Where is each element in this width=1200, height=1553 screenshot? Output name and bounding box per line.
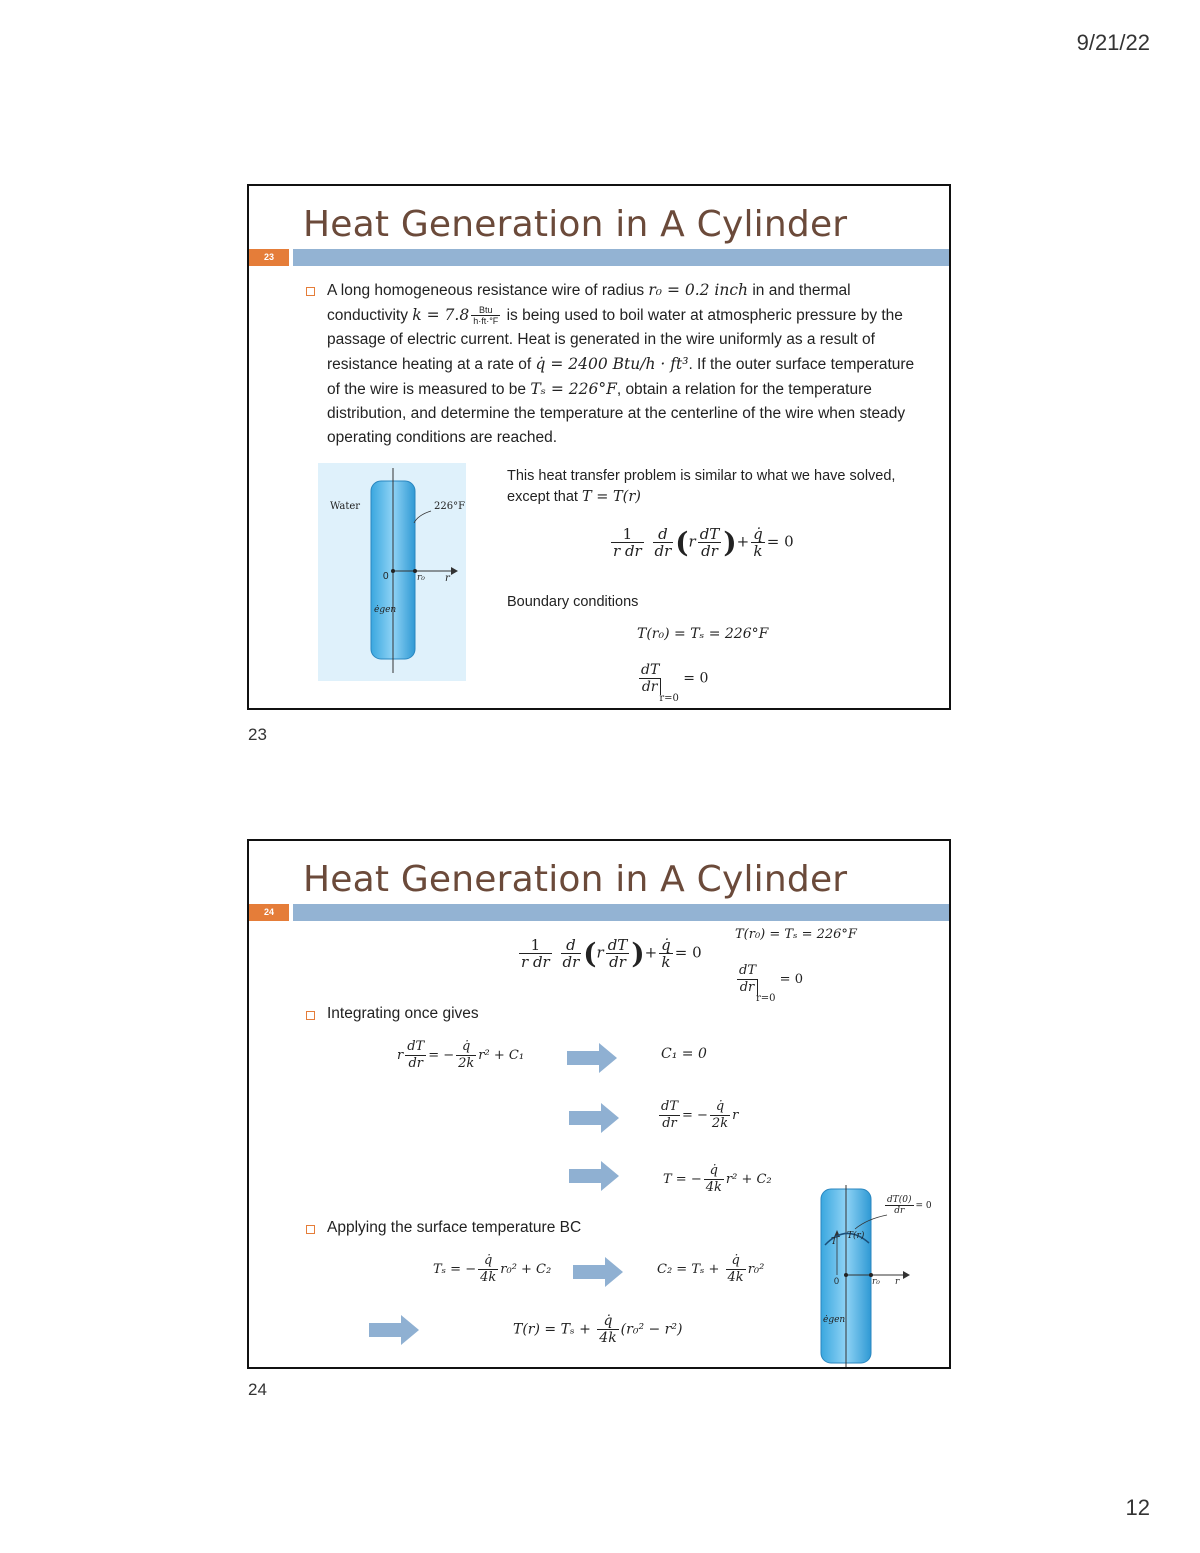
bc-label: Boundary conditions bbox=[507, 594, 639, 610]
water-label: Water bbox=[330, 501, 361, 512]
dT0-label: $\frac{dT(0)}{dr}$ = 0 bbox=[887, 1195, 932, 1216]
surface-temp-label: 226°F bbox=[434, 501, 466, 512]
right-arrow-icon bbox=[573, 1257, 625, 1287]
ro-label: r₀ bbox=[872, 1277, 880, 1287]
right-arrow-icon bbox=[567, 1043, 619, 1073]
bullet-icon bbox=[306, 1011, 315, 1020]
egen-label: ėgen bbox=[823, 1315, 846, 1325]
bc-centerline: $\frac{dT}{dr}$ $_{r=0}$ = 0 bbox=[739, 963, 803, 1004]
Tr-curve-label: T(r) bbox=[847, 1231, 865, 1241]
title-bar bbox=[293, 249, 949, 266]
k-unit-fraction: $\frac{\text{Btu}}{h\cdot ft\cdot^\circ F}$ bbox=[473, 305, 499, 327]
bullet-icon bbox=[306, 1225, 315, 1234]
c2-result: C₂ = Tₛ + $\frac{q̇}{4k}$ r₀² bbox=[657, 1253, 765, 1285]
governing-equation: $\frac{1}{\text{r dr}}$ $\frac{d}{dr}$ (r $\frac{dT}{dr}$ )+ $\frac{q̇}{k}$ = 0 bbox=[613, 525, 794, 560]
slide-number-tab: 24 bbox=[249, 904, 289, 921]
problem-statement: A long homogeneous resistance wire of radius r₀ = 0.2 inch in and thermal conductivity k = 7.8 $\frac{\text{Btu}}{h\cdot ft\cdot^\circ F}$ is being used to boil water at atmospheric pressure by the passage of electric current. Heat is generated in the wire uniformly as a result of resistance heating at a rate of q̇ = 2400 Btu/h · ft³. If the outer surface temperature of the wire is measured to be Tₛ = 226°F, obtain a relation for the temperature distribution, and determine the temperature at the centerline of the wire when steady operating conditions are reached. bbox=[327, 281, 915, 446]
wire-figure bbox=[318, 463, 466, 681]
page-date: 9/21/22 bbox=[1076, 30, 1150, 55]
page-number: 12 bbox=[1125, 1495, 1150, 1520]
right-arrow-icon bbox=[569, 1103, 621, 1133]
similar-note: This heat transfer problem is similar to what we have solved, except that T = T(r) bbox=[507, 468, 896, 505]
slide-title: Heat Generation in A Cylinder bbox=[303, 859, 848, 900]
T-axis-label: T bbox=[831, 1237, 838, 1247]
temperature-general: T = − $\frac{q̇}{4k}$ r² + C₂ bbox=[663, 1163, 772, 1195]
c1-result: C₁ = 0 bbox=[661, 1046, 707, 1062]
r-axis-label: r bbox=[895, 1277, 900, 1287]
slide-23 bbox=[247, 184, 951, 710]
bc-centerline: $\frac{dT}{dr}$ $_{r=0}$ = 0 bbox=[641, 662, 709, 704]
bullet-icon bbox=[306, 287, 315, 296]
right-arrow-icon bbox=[369, 1315, 421, 1345]
integrated-equation: r $\frac{dT}{dr}$ = − $\frac{q̇}{2k}$ r² + C₁ bbox=[397, 1039, 525, 1071]
bullet-applying-bc: Applying the surface temperature BC bbox=[327, 1219, 582, 1236]
slide-number-below: 23 bbox=[248, 725, 267, 744]
slide-number-tab: 23 bbox=[249, 249, 289, 266]
ro-label: r₀ bbox=[417, 573, 425, 583]
right-arrow-icon bbox=[569, 1161, 621, 1191]
slide-24 bbox=[247, 839, 951, 1369]
final-temperature-distribution: T(r) = Tₛ + $\frac{q̇}{4k}$ (r₀² − r²) bbox=[513, 1313, 683, 1346]
bc-surface: T(r₀) = Tₛ = 226°F bbox=[735, 927, 857, 942]
origin-label: 0 bbox=[834, 1276, 840, 1286]
slide-title: Heat Generation in A Cylinder bbox=[303, 204, 848, 245]
title-bar bbox=[293, 904, 949, 921]
origin-label: 0 bbox=[383, 571, 389, 582]
bc-surface: T(r₀) = Tₛ = 226°F bbox=[637, 626, 769, 642]
bullet-integrating: Integrating once gives bbox=[327, 1005, 479, 1022]
derivative-result: $\frac{dT}{dr}$ = − $\frac{q̇}{2k}$ r bbox=[661, 1099, 739, 1131]
r-axis-label: r bbox=[445, 573, 450, 584]
surface-bc-equation: Tₛ = − $\frac{q̇}{4k}$ r₀² + C₂ bbox=[433, 1253, 552, 1285]
governing-equation: $\frac{1}{\text{r dr}}$ $\frac{d}{dr}$ (r $\frac{dT}{dr}$ )+ $\frac{q̇}{k}$ = 0 bbox=[521, 936, 702, 971]
egen-label: ėgen bbox=[374, 605, 397, 615]
wire-figure-2 bbox=[817, 1185, 951, 1367]
slide-number-below: 24 bbox=[248, 1380, 267, 1399]
wire-diagram-icon bbox=[318, 463, 466, 681]
